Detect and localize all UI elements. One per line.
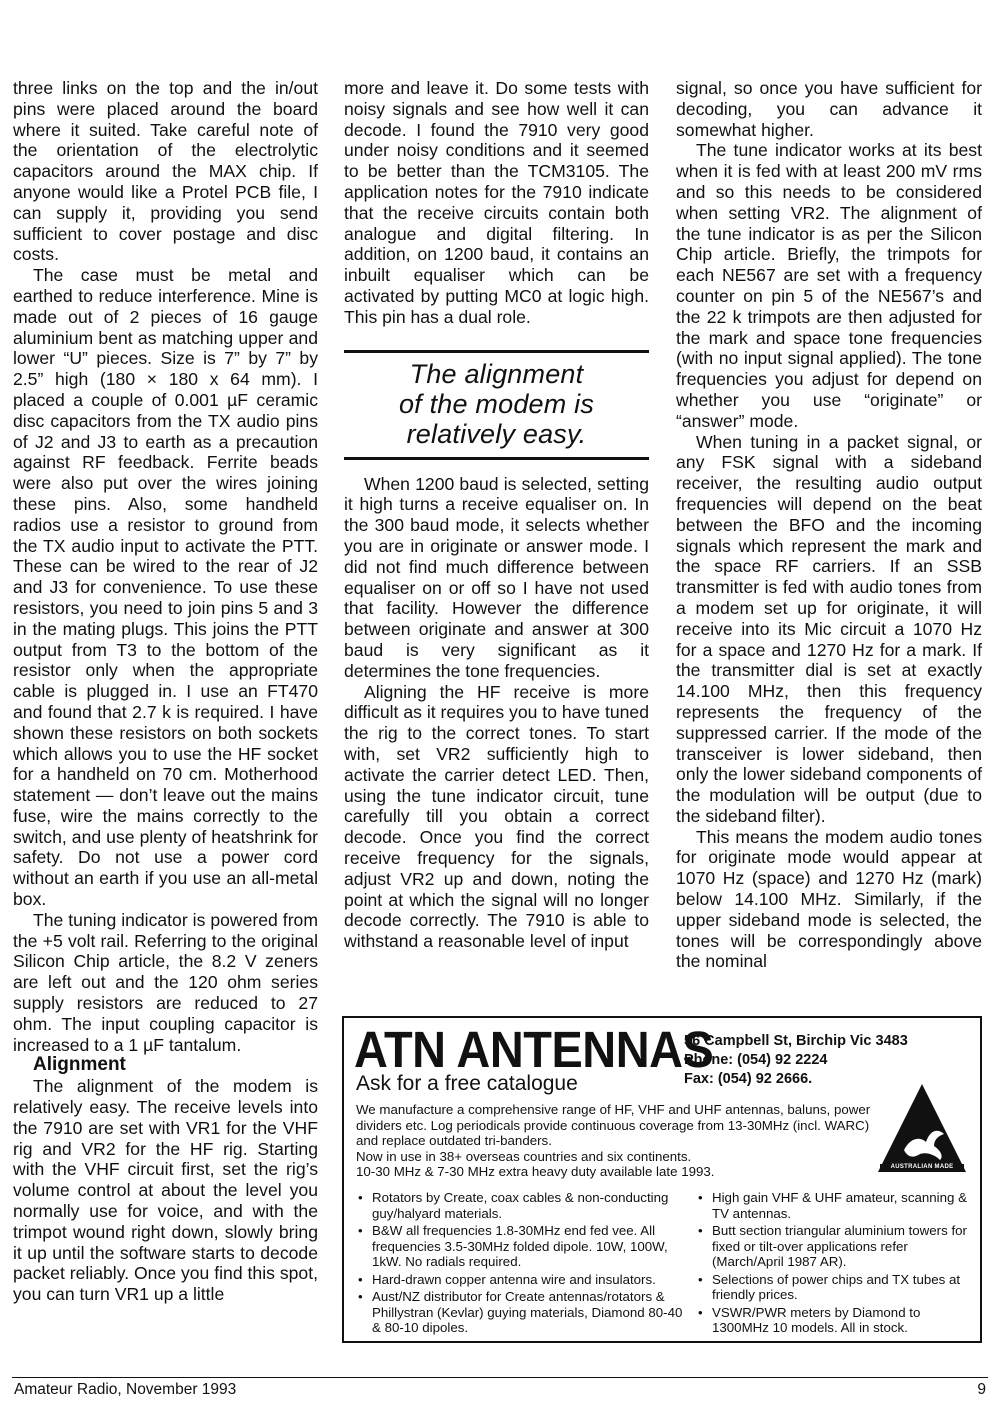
paragraph: signal, so once you have sufficient for decoding, you can advance it somewhat higher. [676, 78, 982, 140]
pull-quote-line: of the modem is [398, 388, 595, 419]
advertisement-atn-antennas [342, 1016, 982, 1343]
australian-made-label: AUSTRALIAN MADE [890, 1164, 954, 1170]
paragraph: Aligning the HF receive is more difficult as it requires you to have tuned the rig to the correct tones. To start with, set VR2 sufficiently high to activate the carrier detect LED. Then, using the tune indicator circuit, tune carefully till you obtain a correct decode. Once you find the correct receive frequency for the signals, adjust VR2 up and down, noting the point at which the signal will no longer decode correctly. The 7910 is able to withstand a reasonable level of input [344, 681, 649, 952]
list-item: • Butt section triangular aluminium towers for fixed or tilt-over applications refer (March/April 1987 AR). [696, 1223, 972, 1270]
article-column-2 [344, 78, 649, 952]
article-column-3 [676, 78, 982, 972]
ad-address: 56 Campbell St, Birchip Vic 3483 [684, 1033, 908, 1049]
footer-page-number: 9 [977, 1381, 986, 1398]
article-column-1 [13, 78, 318, 1305]
footer-divider [12, 1377, 988, 1378]
section-heading-alignment: Alignment [33, 1054, 126, 1076]
list-item: • VSWR/PWR meters by Diamond to 1300MHz 10 models. All in stock. [696, 1305, 972, 1336]
list-item: • High gain VHF & UHF amateur, scanning & TV antennas. [696, 1190, 972, 1221]
ad-product-list-right [696, 1190, 972, 1338]
pull-quote-line: relatively easy. [406, 418, 587, 449]
paragraph: This means the modem audio tones for originate mode would appear at 1070 Hz (space) and 1270 Hz (mark) below 14.100 MHz. Similarly, if the upper sideband mode is selected, the tones will be correspondingly above the nominal [676, 826, 982, 972]
pull-quote [344, 350, 649, 460]
pull-quote-line: The alignment [409, 358, 584, 389]
ad-phone: Phone: (054) 92 2224 [684, 1052, 828, 1068]
list-item: • Aust/NZ distributor for Create antennas/rotators & Phillystran (Kevlar) guying materials, Diamond 80-40 & 80-10 dipoles. [356, 1289, 686, 1336]
paragraph: The tuning indicator is powered from the +5 volt rail. Referring to the original Silicon Chip article, the 8.2 V zeners are left out and the 120 ohm series supply resistors are reduced to 27 ohm. The input coupling capacitor is increased to a 1 µF tantalum. [13, 909, 318, 1055]
paragraph: The case must be metal and earthed to reduce interference. Mine is made out of 2 pieces of 16 gauge aluminium bent as matching upper and lower “U” pieces. Size is 7” by 7” by 2.5” high (180 × 180 x 64 mm). I placed a couple of 0.001 µF ceramic disc capacitors from the TX audio pins of J2 and J3 to earth as a precaution against RF feedback. Ferrite beads were also put over the wires joining these pins. Also, some handheld radios use a resistor to ground from the TX audio input to activate the PTT. These can be wired to the rear of J2 and J3 for convenience. To use these resistors, you need to join pins 5 and 3 in the mating plugs. This joins the PTT output from T3 to the bottom of the resistor only when the appropriate cable is plugged in. I use an FT470 and found that 2.7 k is required. I have shown these resistors on both sockets which allows you to use the HF socket for a handheld on 70 cm. Motherhood statement — don’t leave out the mains fuse, wire the mains correctly to the switch, and use plenty of heatshrink for safety. Do not use a power cord without an earth if you use an all-metal box. [13, 265, 318, 910]
paragraph: three links on the top and the in/out pins were placed around the board where it suited. Take careful note of the orientation of the electrolytic capacitors around the MAX chip. If anyone would like a Protel PCB file, I can supply it, providing you send sufficient to cover postage and disc costs. [13, 78, 318, 265]
footer-publication: Amateur Radio, November 1993 [14, 1381, 237, 1398]
ad-product-list-left [356, 1190, 686, 1338]
ad-description-text: We manufacture a comprehensive range of HF, VHF and UHF antennas, baluns, power dividers etc. Log periodicals provide continuous coverage from 13-30MHz (incl. WARC) and replace outdated tri-banders. [356, 1102, 871, 1148]
list-item: • Hard-drawn copper antenna wire and insulators. [356, 1272, 686, 1288]
ad-description [356, 1102, 876, 1180]
list-item: • Rotators by Create, coax cables & non-conducting guy/halyard materials. [356, 1190, 686, 1221]
ad-brand-name: ATN ANTENNAS [354, 1021, 714, 1078]
paragraph: The tune indicator works at its best when it is fed with at least 200 mV rms and so this needs to be considered when setting VR2. The alignment of the tune indicator is as per the Silicon Chip article. Briefly, the trimpots for each NE567 are set with a frequency counter on pin 5 of the NE567’s and the 22 k trimpots are then adjusted for the mark and space tone frequencies (with no input signal applied). The tone frequencies you adjust for depend on whether you use “originate” or “answer” mode. [676, 140, 982, 431]
list-item: • B&W all frequencies 1.8-30MHz end fed vee. All frequencies 3.5-30MHz folded dipole. 10W, 100W, 1kW. No radials required. [356, 1223, 686, 1270]
paragraph: The alignment of the modem is relatively easy. The receive levels into the 7910 are set with VR1 for the VHF rig and VR2 for the HF rig. Starting with the VHF circuit first, set the rig’s volume control at about the level you normally use for voice, and with the trimpot wound right down, slowly bring it up until the software starts to decode packet reliably. Once you find this spot, you can turn VR1 up a little [13, 1076, 318, 1305]
list-item: • Selections of power chips and TX tubes at friendly prices. [696, 1272, 972, 1303]
ad-description-text: 10-30 MHz & 7-30 MHz extra heavy duty available late 1993. [356, 1164, 715, 1179]
ad-fax: Fax: (054) 92 2666. [684, 1071, 813, 1087]
ad-catalogue-offer: Ask for a free catalogue [356, 1072, 578, 1095]
paragraph: When tuning in a packet signal, or any FSK signal with a sideband receiver, the resulting audio output frequencies will depend on the beat between the BFO and the incoming signals which represent the mark and the space RF carriers. If an SSB transmitter is fed with audio tones from a modem set up for originate, it will receive into its Mic circuit a 1070 Hz for a space and 1270 Hz for a mark. If the transmitter dial is set at exactly 14.100 MHz, then this frequency represents the frequency of the suppressed carrier. If the mode of the transceiver is lower sideband, then only the lower sideband components of the modulation will be output (due to the sideband filter). [676, 431, 982, 826]
ad-description-text: Now in use in 38+ overseas countries and six continents. [356, 1148, 692, 1164]
paragraph: When 1200 baud is selected, setting it high turns a receive equaliser on. In the 300 baud mode, it selects whether you are in originate or answer mode. I did not find much difference between equaliser on or off so I have not used that facility. However the difference between originate and answer at 300 baud is very significant as it determines the tone frequencies. [344, 473, 649, 681]
paragraph: more and leave it. Do some tests with noisy signals and see how well it can decode. I found the 7910 very good under noisy conditions and it seemed to be better than the TCM3105. The application notes for the 7910 indicate that the receive circuits contain both analogue and digital filtering. In addition, on 1200 baud, it contains an inbuilt equaliser which can be activated by putting MC0 at logic high. This pin has a dual role. [344, 78, 649, 327]
